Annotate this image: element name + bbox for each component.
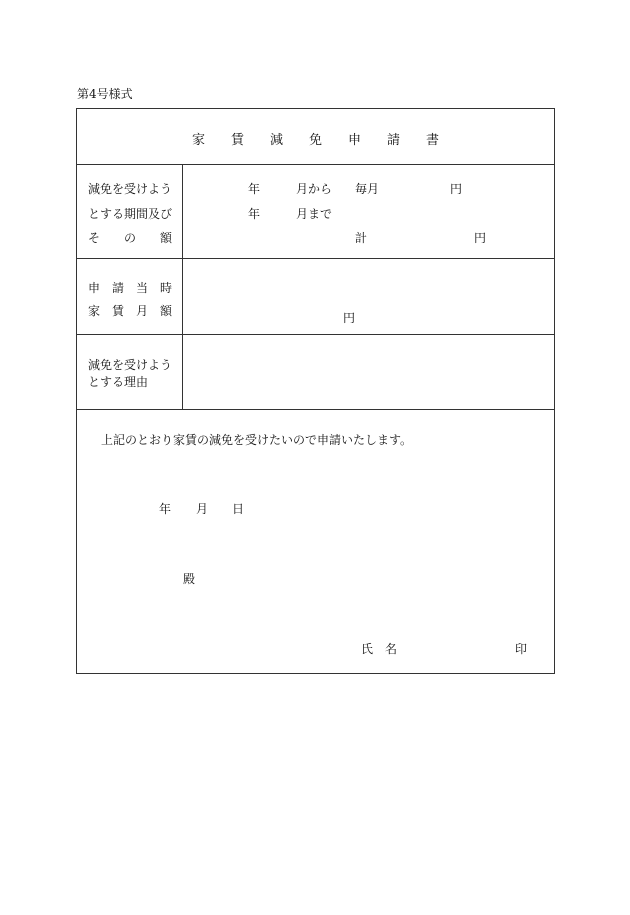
monthly-label: 毎月 xyxy=(355,182,380,196)
title-char: 請 xyxy=(387,133,401,148)
period-label-line3 xyxy=(88,229,172,246)
total-label: 計 xyxy=(355,231,368,245)
title-char: 書 xyxy=(426,133,440,148)
label-char: 額 xyxy=(159,304,172,318)
label-char: 賃 xyxy=(111,304,124,318)
date-year-field[interactable]: 年 xyxy=(159,502,172,516)
applicant-name-label xyxy=(361,640,397,657)
title-char: 申 xyxy=(348,133,362,148)
applicant-name-field[interactable] xyxy=(410,636,505,656)
declaration-text: 上記のとおり家賃の減免を受けたいので申請いたします。 xyxy=(101,433,413,447)
title-char: 賃 xyxy=(230,133,244,148)
title-char: 家 xyxy=(191,133,205,148)
form-number: 第4号様式 xyxy=(77,87,133,101)
row-divider xyxy=(76,334,555,335)
label-char: 請 xyxy=(111,281,124,295)
from-month-field[interactable]: 月から xyxy=(296,182,333,196)
title-char: 減 xyxy=(269,133,283,148)
monthly-amount-field[interactable]: 円 xyxy=(450,182,463,196)
reason-field[interactable] xyxy=(184,336,552,408)
seal-mark: 印 xyxy=(515,642,528,656)
period-label-line2: とする期間及び xyxy=(88,207,173,221)
period-label-line1: 減免を受けよう xyxy=(88,182,173,196)
reason-label-line1: 減免を受けよう xyxy=(88,358,173,372)
row-divider xyxy=(76,258,555,259)
from-year-field[interactable]: 年 xyxy=(248,182,261,196)
form-title xyxy=(76,129,555,148)
label-char: 名 xyxy=(385,642,398,656)
date-day-field[interactable]: 日 xyxy=(232,502,245,516)
row-divider xyxy=(76,164,555,165)
label-char: 額 xyxy=(159,231,172,245)
label-char: 時 xyxy=(159,281,172,295)
label-char: 申 xyxy=(88,281,101,295)
monthly-rent-field[interactable]: 円 xyxy=(343,311,356,325)
label-char: の xyxy=(123,231,136,245)
total-amount-field[interactable]: 円 xyxy=(474,231,487,245)
until-year-field[interactable]: 年 xyxy=(248,207,261,221)
label-char: 月 xyxy=(135,304,148,318)
row-divider xyxy=(76,409,555,410)
label-char: 当 xyxy=(135,281,148,295)
label-char: 氏 xyxy=(361,642,374,656)
label-char: そ xyxy=(88,231,101,245)
current-rent-label-line1 xyxy=(88,279,172,296)
title-char: 免 xyxy=(308,133,322,148)
addressee-field[interactable]: 殿 xyxy=(183,572,196,586)
column-divider xyxy=(182,164,183,409)
label-char: 家 xyxy=(88,304,101,318)
reason-label-line2: とする理由 xyxy=(88,375,149,389)
until-month-field[interactable]: 月まで xyxy=(296,207,333,221)
current-rent-label-line2 xyxy=(88,302,172,319)
date-month-field[interactable]: 月 xyxy=(196,502,209,516)
